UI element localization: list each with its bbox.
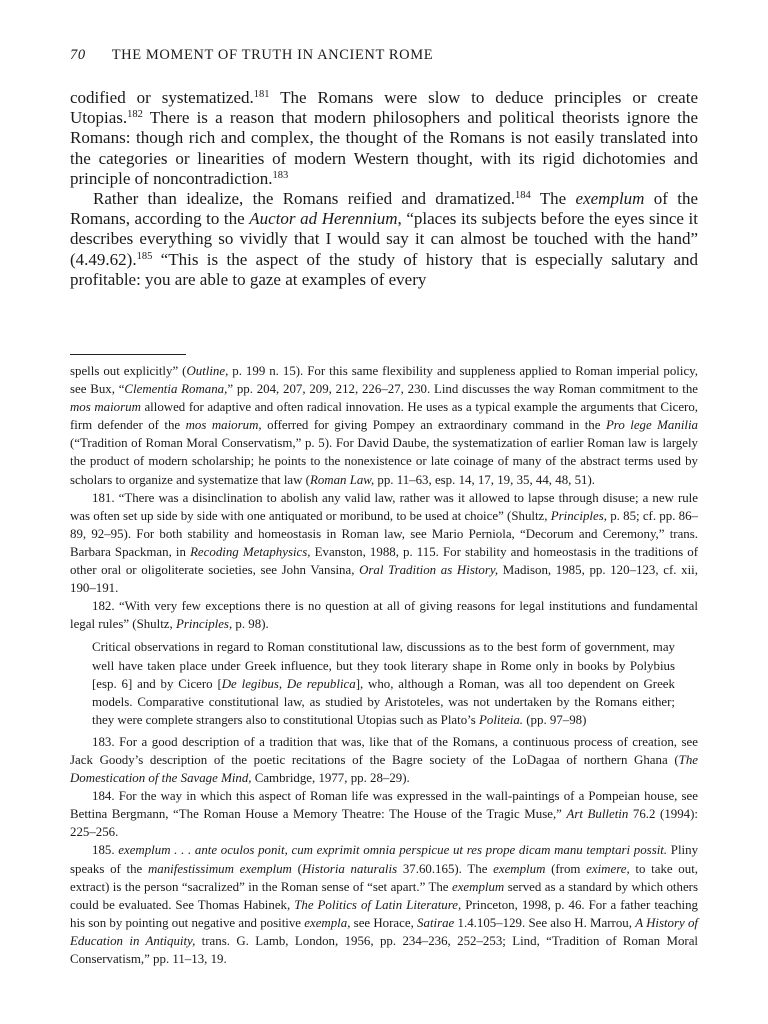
italic-title: Principles, (550, 508, 607, 523)
italic-title: De legibus, De republica (221, 676, 356, 691)
text-run: ( (291, 861, 302, 876)
italic-title: Recoding Metaphysics, (190, 544, 311, 559)
text-run: There is a reason that modern philosophers and political theorists ignore the Romans: though rich and complex, the thought of the Romans is not easily translated into the categories or linearities of modern Western thought, with its rigid dichotomies and principle of noncontradiction. (70, 108, 698, 188)
text-run: p. 85; cf. pp. 86–89, 92–95). For both stability and homeostasis in Roman law, see Mario Perniola, “Decorum and Ceremony,” trans. Barbara Spackman, in (70, 508, 698, 559)
italic-term: exemplum (493, 861, 546, 876)
text-run: 185. (92, 843, 119, 858)
text-run: see Horace, (350, 915, 418, 930)
footnote-183 (70, 733, 698, 787)
footnote-182-block-quote (92, 638, 675, 728)
italic-term: mos maiorum, (185, 418, 262, 433)
italic-title: Outline (186, 364, 226, 378)
text-run: Pliny speaks of the (70, 843, 699, 876)
page-number: 70 (70, 47, 86, 63)
italic-quote: exemplum . . . ante oculos ponit, cum exprimit omnia perspicue ut res prope dicam manu temptari possit. (118, 843, 668, 858)
italic-title: Pro lege Manilia (605, 418, 699, 433)
text-run: (“Tradition of Roman Moral Conservatism,” p. 5). For David Daube, the systematization of earlier Roman law is largely the product of modern scholarship; he points to the nonexistence or late coinage of many of the abstract terms used by scholars to organize and systematize that law ( (70, 436, 698, 487)
footnote-185 (70, 841, 698, 968)
italic-term: exemplum (575, 189, 645, 209)
text-run: spells out explicitly” ( (70, 364, 187, 378)
italic-title: A History of Education in Antiquity, (70, 915, 698, 948)
text-run: (from (545, 861, 587, 876)
text-run: , “places its subjects before the eyes since it describes everything so vividly that I would say it can almost be touched with the hand” (4.49.62). (70, 209, 698, 269)
italic-term: exemplum (451, 879, 505, 894)
text-run: 184. For the way in which this aspect of Roman life was expressed in the wall-paintings of a Pompeian house, see Bettina Bergmann, “The Roman House a Memory Theatre: The House of the Tragic Muse,” (70, 789, 698, 822)
main-text (70, 88, 698, 290)
text-run: 37.60.165). The (397, 861, 494, 876)
text-run: 183. For a good description of a tradition that was, like that of the Romans, a continuous process of creation, see Jack Goody’s description of the poetic recitations of the Bagre society of the LoDagaa of northern Ghana ( (70, 734, 698, 767)
text-run: Rather than idealize, the Romans reified and dramatized. (93, 189, 516, 209)
footnote-ref-185: 185 (136, 250, 153, 262)
text-run: trans. G. Lamb, London, 1956, pp. 234–236, 252–253; Lind, “Tradition of Roman Moral Conservatism,” pp. 11–13, 19. (70, 933, 698, 966)
footnotes (70, 362, 698, 968)
text-run: , p. 199 n. 15). For this same flexibility and suppleness applied to Roman imperial policy, see Bux, “ (70, 364, 698, 397)
text-run: 76.2 (1994): 225–256. (70, 807, 698, 840)
running-title: THE MOMENT OF TRUTH IN ANCIENT ROME (111, 47, 434, 63)
text-run: served as a standard by which others could be evaluated. See Thomas Habinek, (70, 879, 698, 912)
text-run: The Romans were slow to deduce principles or create Utopias. (70, 88, 698, 128)
text-run: offerred for giving Pompey an extraordinary command in the (261, 418, 606, 433)
text-run: 1.4.105–129. See also H. Marrou, (454, 915, 636, 930)
italic-title: Auctor ad Herennium (249, 209, 398, 229)
footnote-ref-183: 183 (272, 169, 289, 181)
text-run: “This is the aspect of the study of history that is especially salutary and profitable: you are able to gaze at examples of every (70, 249, 698, 289)
italic-term: manifestissimum exemplum (147, 861, 292, 876)
italic-term: exempla, (304, 915, 351, 930)
text-run: 182. “With very few exceptions there is no question at all of giving reasons for legal institutions and fundamental legal rules” (Shultz, (70, 599, 698, 632)
italic-term: mos maiorum (70, 400, 141, 415)
italic-title: The Domestication of the Savage Mind, (70, 752, 698, 786)
italic-title: Politeia. (479, 712, 524, 727)
footnote-ref-181: 181 (253, 89, 270, 100)
italic-title: Principles, (175, 617, 233, 632)
text-run: (pp. 97–98) (523, 712, 587, 727)
italic-title: Satirae (417, 915, 455, 930)
footnote-ref-184: 184 (515, 190, 531, 202)
text-run: allowed for adaptive and often radical innovation. He uses as a typical example the arguments that Cicero, firm defender of the (70, 400, 698, 433)
text-run: ], who, although a Roman, was all too dependent on Greek models. Comparative constitutional law, as studied by Aristoteles, was not undertaken by the Romans either; they were complete strangers also to constitutional Utopias such as Plato’s (92, 676, 675, 727)
footnote-182 (70, 597, 698, 633)
text-run: Madison, 1985, pp. 120–123, cf. xii, 190–191. (70, 563, 698, 596)
text-run: Evanston, 1988, p. 115. For stability and homeostasis in the traditions of other oral or oligoliterate societies, see John Vansina, (70, 544, 698, 578)
text-run: The (530, 189, 576, 209)
italic-title: Art Bulletin (566, 807, 629, 822)
italic-title: Roman Law, (309, 472, 375, 487)
italic-title: The Politics of Latin Literature, (294, 897, 462, 912)
text-run: codified or systematized. (70, 88, 254, 107)
body-paragraph (70, 88, 698, 189)
italic-title: Historia naturalis (301, 861, 398, 876)
italic-term: eximere, (586, 861, 630, 876)
footnote-rule (70, 354, 186, 355)
text-run: pp. 11–63, esp. 14, 17, 19, 35, 44, 48, 51). (374, 472, 595, 487)
footnote-continued (70, 362, 698, 489)
italic-title: Clementia Romana, (124, 382, 228, 397)
text-run: ” pp. 204, 207, 209, 212, 226–27, 230. Lind discusses the way Roman commitment to the (227, 382, 698, 397)
text-run: Critical observations in regard to Roman constitutional law, discussions as to the best form of government, may well have taken place under Greek influence, but they took literary shape in Rome only in books by Polybius [esp. 6] and by Cicero [ (92, 640, 675, 691)
italic-title: Oral Tradition as History, (359, 563, 499, 578)
text-run: to take out, extract) is the person “sacralized” in the Roman sense of “set apart.” The (70, 861, 699, 894)
body-paragraph (70, 189, 698, 290)
text-run: Princeton, 1998, p. 46. For a father teaching his son by pointing out negative and positive (70, 897, 698, 930)
text-run: p. 98). (232, 617, 269, 632)
text-run: 181. “There was a disinclination to abolish any valid law, rather was it allowed to lapse through disuse; a new rule was often set up side by side with one antiquated or moribund, to be used at choice” (Shultz, (70, 490, 698, 523)
text-run: Cambridge, 1977, pp. 28–29). (251, 771, 410, 786)
text-run: of the Romans, according to the (70, 189, 699, 229)
running-header (70, 47, 700, 64)
footnote-184 (70, 787, 698, 841)
footnote-ref-182: 182 (127, 109, 143, 121)
footnote-181 (70, 489, 698, 598)
